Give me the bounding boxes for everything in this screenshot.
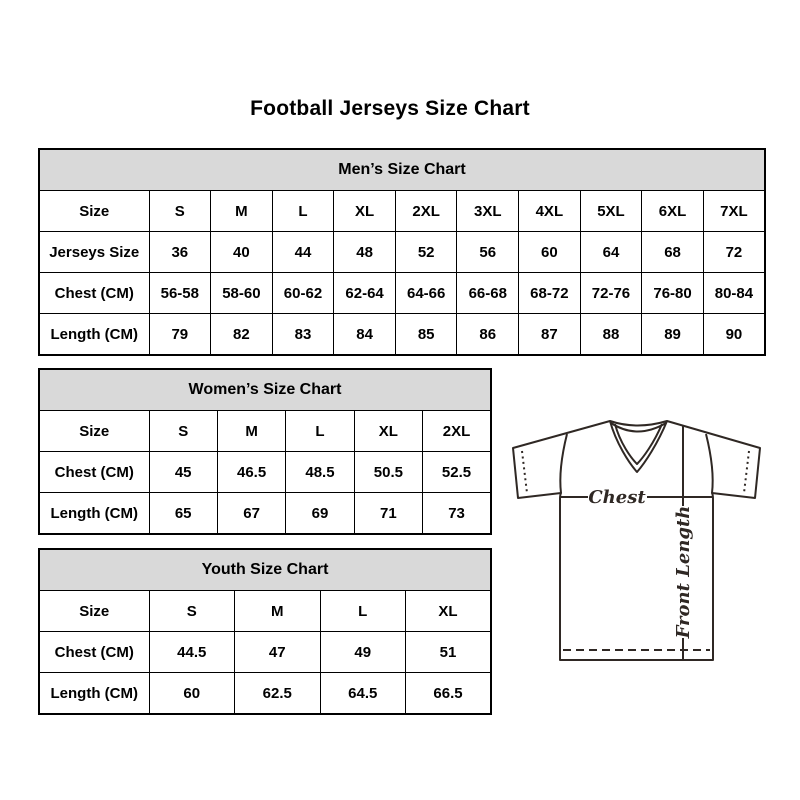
table-cell: 4XL: [519, 191, 581, 232]
table-cell: XL: [354, 411, 422, 452]
table-cell: 87: [519, 314, 581, 356]
table-cell: 52: [395, 232, 457, 273]
row-label: Size: [39, 191, 149, 232]
front-length-label: Front Length: [673, 505, 694, 639]
table-cell: 44.5: [149, 632, 235, 673]
mens-size-chart-table: [38, 148, 766, 356]
table-cell: L: [320, 591, 406, 632]
table-cell: 48.5: [286, 452, 354, 493]
table-cell: 56: [457, 232, 519, 273]
youth-table-header-row: [39, 549, 491, 591]
table-cell: 49: [320, 632, 406, 673]
table-cell: S: [149, 191, 211, 232]
youth-chest-row: [39, 632, 491, 673]
row-label: Size: [39, 591, 149, 632]
table-cell: 2XL: [395, 191, 457, 232]
youth-size-chart-table: [38, 548, 492, 715]
row-label: Jerseys Size: [39, 232, 149, 273]
table-cell: 62.5: [235, 673, 321, 715]
table-cell: 60: [519, 232, 581, 273]
table-cell: 64.5: [320, 673, 406, 715]
table-cell: 7XL: [703, 191, 765, 232]
table-cell: 66-68: [457, 273, 519, 314]
table-cell: 3XL: [457, 191, 519, 232]
row-label: Chest (CM): [39, 452, 149, 493]
page-title: Football Jerseys Size Chart: [250, 97, 530, 120]
mens-size-row: [39, 191, 765, 232]
table-cell: 68-72: [519, 273, 581, 314]
table-cell: 88: [580, 314, 642, 356]
table-cell: 68: [642, 232, 704, 273]
row-label: Chest (CM): [39, 273, 149, 314]
row-label: Chest (CM): [39, 632, 149, 673]
youth-table-title: Youth Size Chart: [39, 549, 491, 591]
table-cell: 90: [703, 314, 765, 356]
table-cell: 48: [334, 232, 396, 273]
table-cell: 84: [334, 314, 396, 356]
table-cell: 47: [235, 632, 321, 673]
table-cell: L: [286, 411, 354, 452]
table-cell: 85: [395, 314, 457, 356]
table-cell: 45: [149, 452, 217, 493]
table-cell: 80-84: [703, 273, 765, 314]
table-cell: 67: [217, 493, 285, 535]
table-cell: 36: [149, 232, 211, 273]
row-label: Size: [39, 411, 149, 452]
table-cell: 79: [149, 314, 211, 356]
table-cell: 86: [457, 314, 519, 356]
womens-length-row: [39, 493, 491, 535]
mens-jerseys-size-row: [39, 232, 765, 273]
table-cell: S: [149, 591, 235, 632]
table-cell: 89: [642, 314, 704, 356]
table-cell: 60-62: [272, 273, 334, 314]
womens-table-header-row: [39, 369, 491, 411]
row-label: Length (CM): [39, 314, 149, 356]
table-cell: M: [235, 591, 321, 632]
table-cell: 5XL: [580, 191, 642, 232]
table-cell: XL: [334, 191, 396, 232]
table-cell: 56-58: [149, 273, 211, 314]
mens-table-header-row: [39, 149, 765, 191]
table-cell: XL: [406, 591, 492, 632]
table-cell: 44: [272, 232, 334, 273]
table-cell: 62-64: [334, 273, 396, 314]
mens-chest-row: [39, 273, 765, 314]
table-cell: 82: [211, 314, 273, 356]
womens-size-chart-table: [38, 368, 492, 535]
table-cell: 71: [354, 493, 422, 535]
table-cell: 72: [703, 232, 765, 273]
table-cell: 66.5: [406, 673, 492, 715]
table-cell: 6XL: [642, 191, 704, 232]
mens-length-row: [39, 314, 765, 356]
youth-size-row: [39, 591, 491, 632]
jersey-outline-path: [513, 421, 760, 660]
table-cell: M: [217, 411, 285, 452]
youth-length-row: [39, 673, 491, 715]
table-cell: L: [272, 191, 334, 232]
womens-size-row: [39, 411, 491, 452]
table-cell: 69: [286, 493, 354, 535]
row-label: Length (CM): [39, 493, 149, 535]
table-cell: 76-80: [642, 273, 704, 314]
table-cell: 46.5: [217, 452, 285, 493]
table-cell: 83: [272, 314, 334, 356]
mens-table-title: Men’s Size Chart: [39, 149, 765, 191]
table-cell: 65: [149, 493, 217, 535]
table-cell: 64-66: [395, 273, 457, 314]
table-cell: 60: [149, 673, 235, 715]
table-cell: M: [211, 191, 273, 232]
womens-chest-row: [39, 452, 491, 493]
table-cell: 58-60: [211, 273, 273, 314]
table-cell: 40: [211, 232, 273, 273]
table-cell: S: [149, 411, 217, 452]
row-label: Length (CM): [39, 673, 149, 715]
table-cell: 52.5: [423, 452, 491, 493]
womens-table-title: Women’s Size Chart: [39, 369, 491, 411]
table-cell: 72-76: [580, 273, 642, 314]
table-cell: 2XL: [423, 411, 491, 452]
table-cell: 50.5: [354, 452, 422, 493]
jersey-measurement-diagram: [503, 414, 768, 664]
table-cell: 64: [580, 232, 642, 273]
table-cell: 51: [406, 632, 492, 673]
chest-label: Chest: [588, 487, 646, 508]
table-cell: 73: [423, 493, 491, 535]
